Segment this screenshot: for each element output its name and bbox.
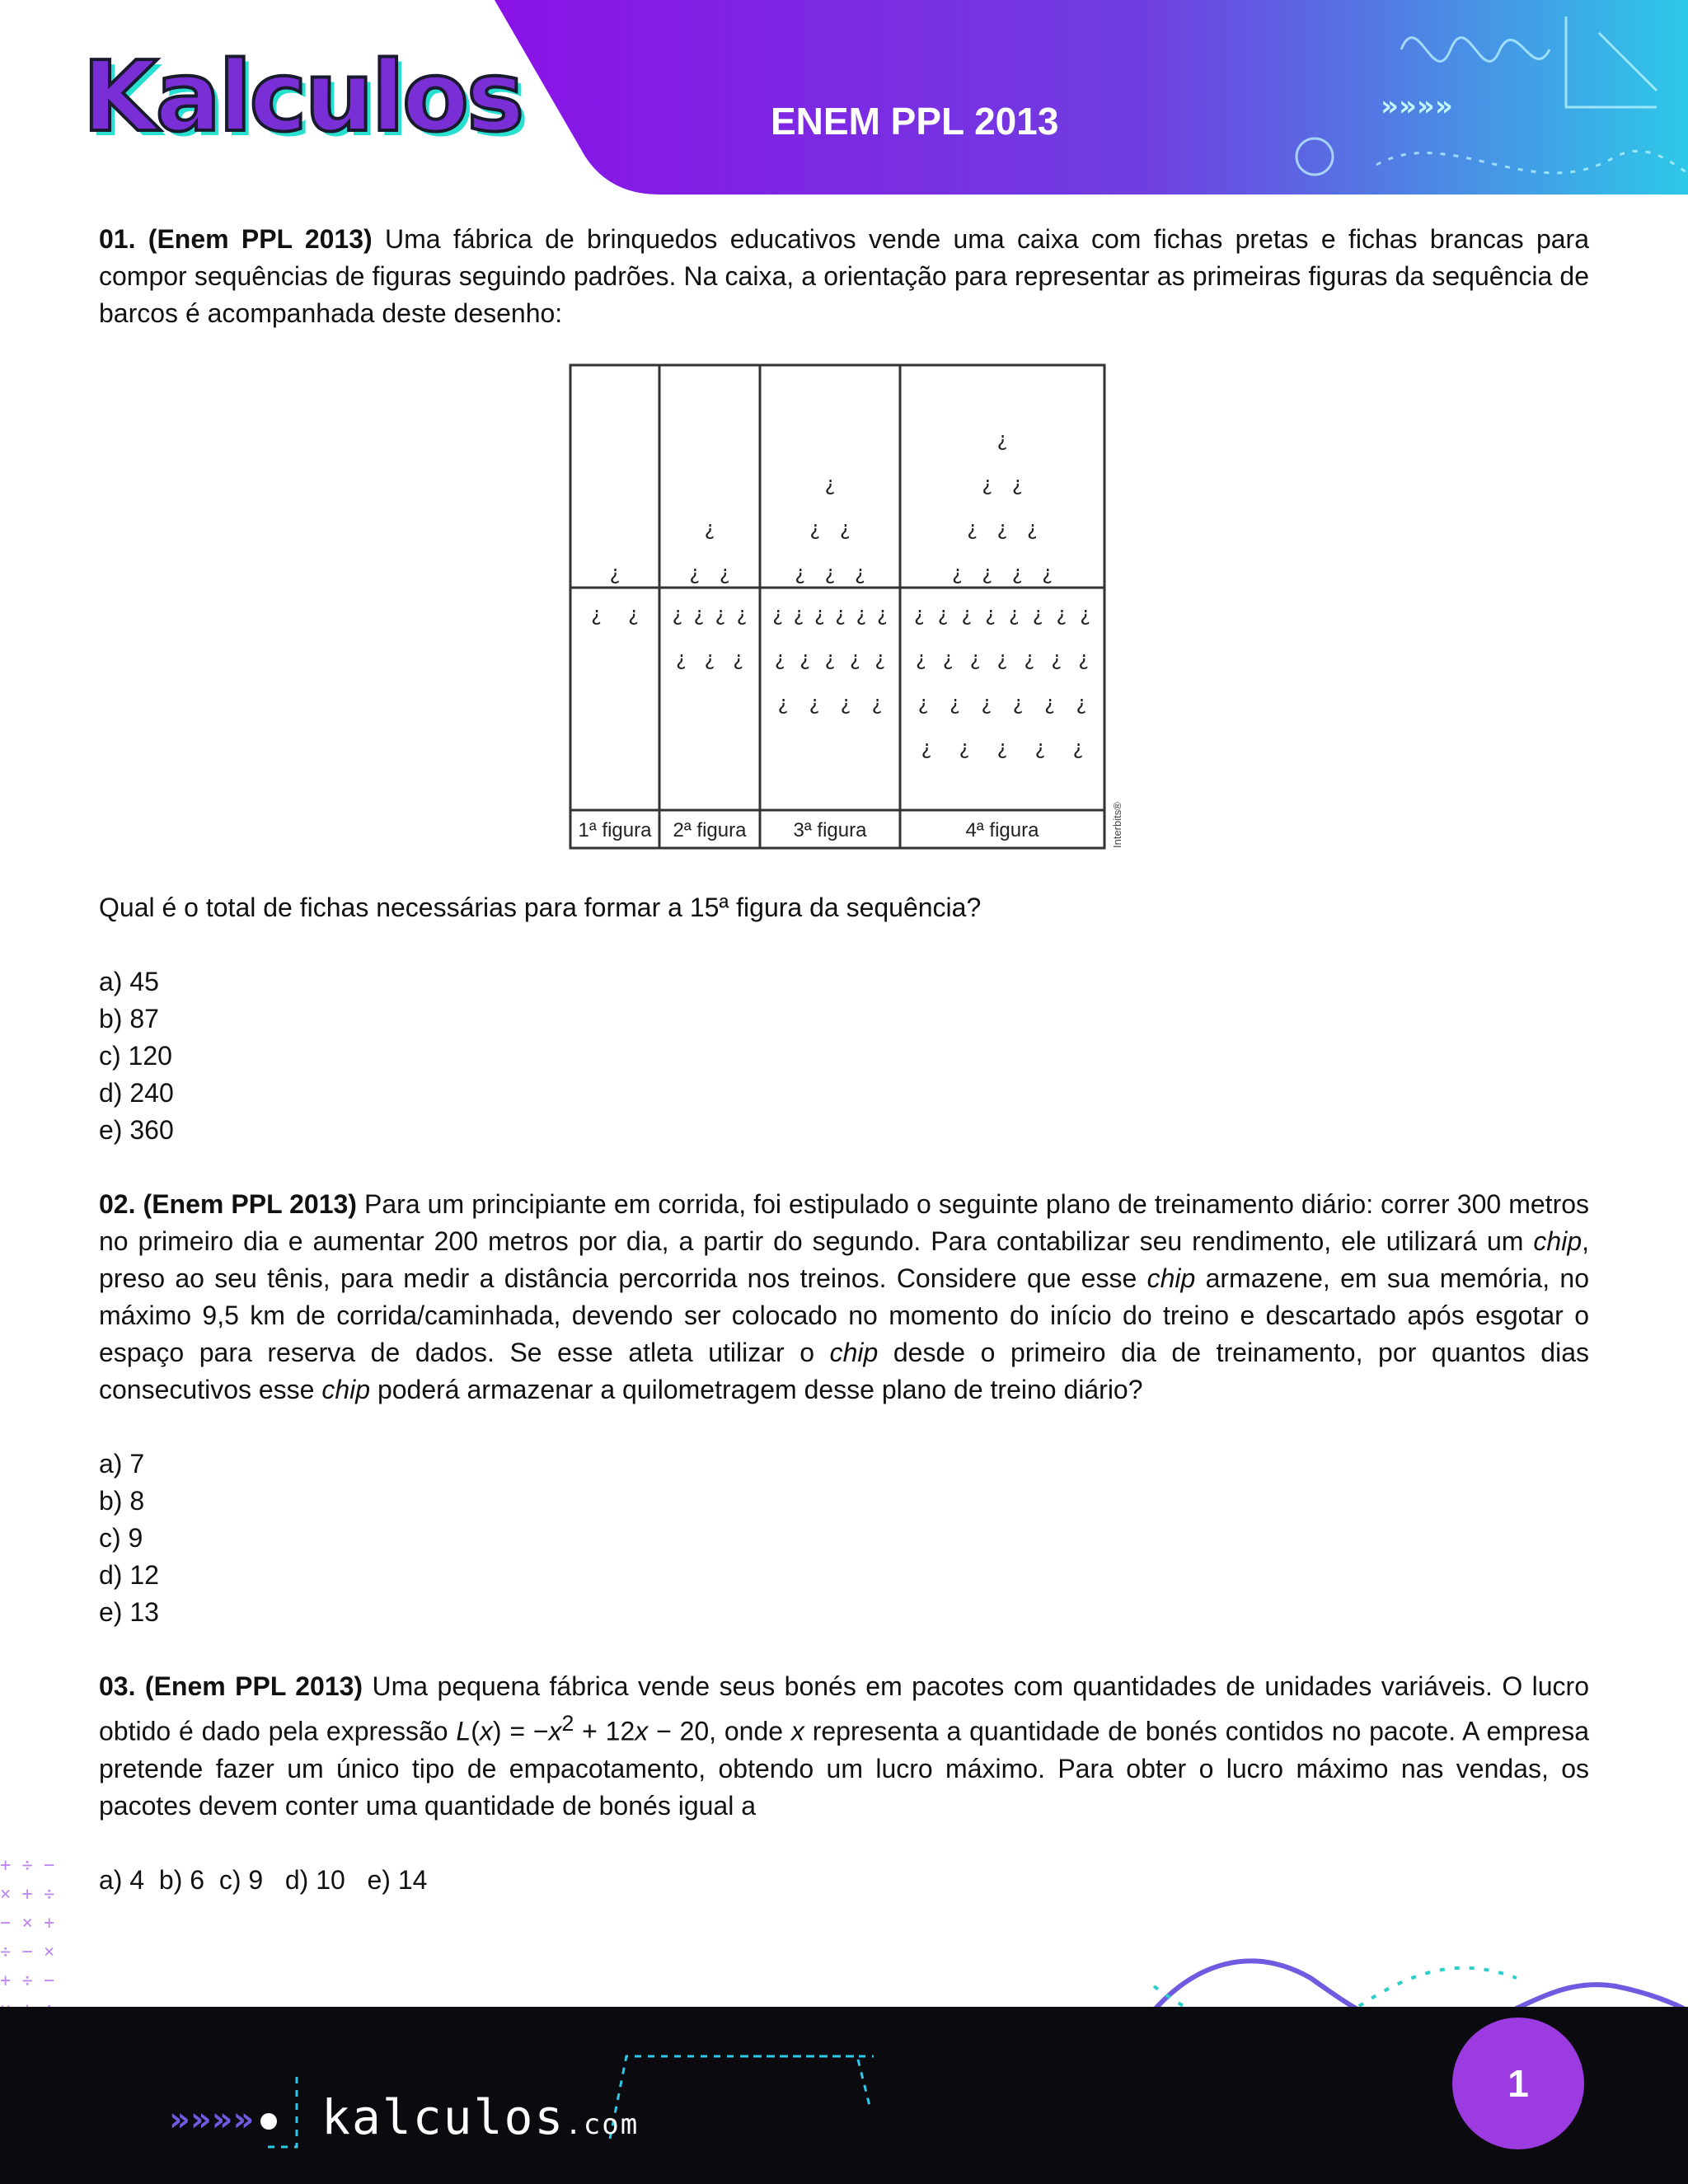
question-1-text bbox=[99, 221, 1589, 332]
question-2-chip-term: chip bbox=[1533, 1226, 1582, 1256]
math-var: x bbox=[790, 1716, 804, 1746]
question-2-option-b: b) 8 bbox=[99, 1486, 145, 1516]
hull-chip: ¿ bbox=[835, 602, 846, 626]
hull-chip: ¿ bbox=[809, 691, 820, 715]
question-1-option-c: c) 120 bbox=[99, 1041, 172, 1071]
question-2-chip-term: chip bbox=[321, 1375, 371, 1404]
hull-chip: ¿ bbox=[1076, 691, 1087, 715]
hull-chip: ¿ bbox=[628, 602, 639, 626]
hull-chip: ¿ bbox=[774, 647, 785, 670]
math-var: x bbox=[479, 1716, 493, 1746]
chevrons-icon: »»»» bbox=[1381, 90, 1453, 123]
footer-url-main: kalculos bbox=[321, 2089, 565, 2145]
sail-chip: ¿ bbox=[609, 561, 621, 584]
svg-text:× + ÷: × + ÷ bbox=[0, 1884, 55, 1905]
svg-text:÷ − ×: ÷ − × bbox=[0, 1942, 55, 1962]
hull-chip: ¿ bbox=[937, 602, 949, 626]
hull-chip: ¿ bbox=[675, 647, 687, 670]
hull-chip: ¿ bbox=[961, 602, 973, 626]
question-1-prompt: Qual é o total de fichas necessárias para formar a 15ª figura da sequência? bbox=[99, 893, 982, 922]
hull-chip: ¿ bbox=[824, 647, 836, 670]
hull-chip: ¿ bbox=[914, 602, 925, 626]
question-1-options bbox=[99, 963, 1589, 1149]
hull-chip: ¿ bbox=[916, 647, 926, 670]
hull-chip: ¿ bbox=[1032, 602, 1043, 626]
question-1-option-b: b) 87 bbox=[99, 1004, 159, 1033]
hull-chip: ¿ bbox=[1009, 602, 1020, 626]
question-3-number: 03. bbox=[99, 1671, 136, 1701]
sail-chip: ¿ bbox=[1011, 561, 1023, 584]
hull-chip: ¿ bbox=[1051, 647, 1062, 670]
math-var: L bbox=[456, 1716, 471, 1746]
question-1-option-d: d) 240 bbox=[99, 1078, 174, 1108]
sail-chip: ¿ bbox=[795, 561, 805, 584]
svg-text:− × +: − × + bbox=[0, 1913, 55, 1933]
question-3-text-part: Uma pequena fábrica vende seus bonés em pacotes com quantidades de unidades variáveis. O lucro obtido é dado pela expressão bbox=[99, 1671, 1590, 1746]
hull-chip: ¿ bbox=[921, 736, 932, 759]
question-1-number: 01. bbox=[99, 224, 136, 254]
sail-chip: ¿ bbox=[839, 517, 851, 540]
question-1-source: (Enem PPL 2013) bbox=[148, 224, 373, 254]
hull-chip: ¿ bbox=[996, 647, 1008, 670]
question-2-text bbox=[99, 1186, 1589, 1408]
figure-label-1: 1ª figura bbox=[578, 819, 652, 841]
hull-chip: ¿ bbox=[704, 647, 715, 670]
exam-content bbox=[99, 221, 1589, 1899]
math-var: x bbox=[635, 1716, 649, 1746]
question-2-chip-term: chip bbox=[829, 1338, 879, 1367]
sail-chip: ¿ bbox=[967, 517, 978, 540]
question-2-option-a: a) 7 bbox=[99, 1449, 145, 1479]
hull-chip: ¿ bbox=[793, 602, 804, 626]
question-1-option-e: e) 360 bbox=[99, 1115, 174, 1145]
hull-chip: ¿ bbox=[736, 602, 748, 626]
sail-chip: ¿ bbox=[689, 561, 701, 584]
hull-chip: ¿ bbox=[591, 602, 602, 626]
question-2-text-part: , preso ao seu tênis, para medir a distância percorrida nos treinos. Considere que esse bbox=[99, 1226, 1589, 1293]
hull-chip: ¿ bbox=[917, 691, 929, 715]
figure-label-4: 4ª figura bbox=[965, 819, 1039, 841]
hull-chip: ¿ bbox=[772, 602, 784, 626]
hull-chip: ¿ bbox=[840, 691, 851, 715]
sail-chip: ¿ bbox=[982, 561, 993, 584]
footer-website[interactable] bbox=[321, 2089, 639, 2145]
hull-chip: ¿ bbox=[850, 647, 860, 670]
figure-label-3: 3ª figura bbox=[793, 819, 867, 841]
hull-chip: ¿ bbox=[814, 602, 825, 626]
hull-chip: ¿ bbox=[672, 602, 683, 626]
math-symbol: ) = − bbox=[492, 1716, 549, 1746]
sail-chip: ¿ bbox=[855, 561, 865, 584]
hull-chip: ¿ bbox=[1044, 691, 1055, 715]
sail-chip: ¿ bbox=[824, 561, 836, 584]
question-2-options bbox=[99, 1446, 1589, 1631]
hull-chip: ¿ bbox=[985, 602, 996, 626]
svg-text:»»»»: »»»» bbox=[169, 2101, 255, 2139]
question-1-option-a: a) 45 bbox=[99, 967, 159, 996]
question-3-text-part: − 20, onde bbox=[648, 1716, 791, 1746]
question-2-chip-term: chip bbox=[1146, 1263, 1196, 1293]
sail-chip: ¿ bbox=[952, 561, 963, 584]
math-var: x bbox=[548, 1716, 562, 1746]
page-number-badge: 1 bbox=[1452, 2018, 1584, 2149]
sail-chip: ¿ bbox=[809, 517, 821, 540]
page-footer bbox=[0, 2007, 1688, 2184]
hull-chip: ¿ bbox=[871, 691, 883, 715]
question-2-number: 02. bbox=[99, 1189, 136, 1219]
sail-chip: ¿ bbox=[704, 517, 715, 540]
hull-chip: ¿ bbox=[1024, 647, 1035, 670]
hull-chip: ¿ bbox=[1034, 736, 1046, 759]
hull-chip: ¿ bbox=[777, 691, 789, 715]
question-3-text-part: representa a quantidade de bonés contidos no pacote. A empresa pretende fazer um único tipo de empacotamento, obtendo um lucro máximo. Para obter o lucro máximo nas vendas, os pacotes devem conter uma quantidade de bonés igual a bbox=[99, 1716, 1590, 1821]
footer-circuit-lines bbox=[0, 2007, 1688, 2184]
question-2-option-e: e) 13 bbox=[99, 1597, 159, 1627]
sail-chip: ¿ bbox=[1042, 561, 1053, 584]
question-3-text bbox=[99, 1668, 1589, 1825]
sail-chip: ¿ bbox=[1011, 472, 1023, 495]
boat-sequence-figure bbox=[569, 363, 1129, 858]
hull-chip: ¿ bbox=[942, 647, 954, 670]
sail-chip: ¿ bbox=[1027, 517, 1038, 540]
math-symbol: + 12 bbox=[574, 1716, 635, 1746]
hull-chip: ¿ bbox=[715, 602, 726, 626]
hull-chip: ¿ bbox=[1078, 647, 1089, 670]
hull-chip: ¿ bbox=[981, 691, 992, 715]
figure-label-2: 2ª figura bbox=[673, 819, 747, 841]
sail-chip: ¿ bbox=[719, 561, 730, 584]
question-3-options: a) 4 b) 6 c) 9 d) 10 e) 14 bbox=[99, 1864, 428, 1895]
hull-chip: ¿ bbox=[876, 602, 888, 626]
sail-chip: ¿ bbox=[996, 517, 1008, 540]
question-2-option-c: c) 9 bbox=[99, 1523, 143, 1553]
svg-text:+ ÷ −: + ÷ − bbox=[0, 1855, 55, 1876]
page-header bbox=[0, 0, 1688, 194]
figure-credit: Interbits® bbox=[1111, 802, 1123, 848]
kalculos-logo: Kalculos bbox=[82, 40, 523, 153]
hull-chip: ¿ bbox=[969, 647, 981, 670]
sail-chip: ¿ bbox=[824, 472, 836, 495]
question-2-text-part: poderá armazenar a quilometragem desse plano de treino diário? bbox=[370, 1375, 1143, 1404]
math-symbol: ( bbox=[471, 1716, 480, 1746]
hull-chip: ¿ bbox=[996, 736, 1008, 759]
hull-chip: ¿ bbox=[1056, 602, 1067, 626]
sail-chip: ¿ bbox=[982, 472, 993, 495]
math-exponent: 2 bbox=[561, 1711, 574, 1736]
footer-url-tld: .com bbox=[565, 2108, 640, 2141]
hull-chip: ¿ bbox=[950, 691, 960, 715]
hull-chip: ¿ bbox=[1080, 602, 1090, 626]
sail-chip: ¿ bbox=[996, 428, 1008, 451]
hull-chip: ¿ bbox=[733, 647, 744, 670]
hull-chip: ¿ bbox=[1072, 736, 1084, 759]
hull-chip: ¿ bbox=[874, 647, 886, 670]
hull-chip: ¿ bbox=[856, 602, 867, 626]
question-2-text-part: Para um principiante em corrida, foi estipulado o seguinte plano de treinamento diário: correr 300 metros no primeiro dia e aumentar 200 metros por dia, a partir do segundo. Para contabilizar seu rendimento, ele utilizará um bbox=[99, 1189, 1590, 1256]
question-2-text-part: desde o primeiro dia de treinamento, por quantos dias consecutivos esse bbox=[99, 1338, 1590, 1404]
question-2-source: (Enem PPL 2013) bbox=[143, 1189, 357, 1219]
question-3-source: (Enem PPL 2013) bbox=[144, 1671, 363, 1701]
hull-chip: ¿ bbox=[799, 647, 810, 670]
hull-chip: ¿ bbox=[1012, 691, 1024, 715]
question-2-option-d: d) 12 bbox=[99, 1560, 159, 1590]
header-title: ENEM PPL 2013 bbox=[771, 100, 1059, 143]
question-1-statement: Uma fábrica de brinquedos educativos vende uma caixa com fichas pretas e fichas brancas para compor sequências de figuras seguindo padrões. Na caixa, a orientação para representar as primeiras figuras da sequência de barcos é acompanhada deste desenho: bbox=[99, 224, 1590, 328]
hull-chip: ¿ bbox=[959, 736, 970, 759]
hull-chip: ¿ bbox=[693, 602, 705, 626]
svg-text:+ ÷ −: + ÷ − bbox=[0, 1971, 55, 1991]
question-2-text-part: armazene, em sua memória, no máximo 9,5 km de corrida/caminhada, devendo ser colocado no momento do início do treino e descartado após esgotar o espaço para reserva de dados. Se esse atleta utilizar o bbox=[99, 1263, 1590, 1367]
